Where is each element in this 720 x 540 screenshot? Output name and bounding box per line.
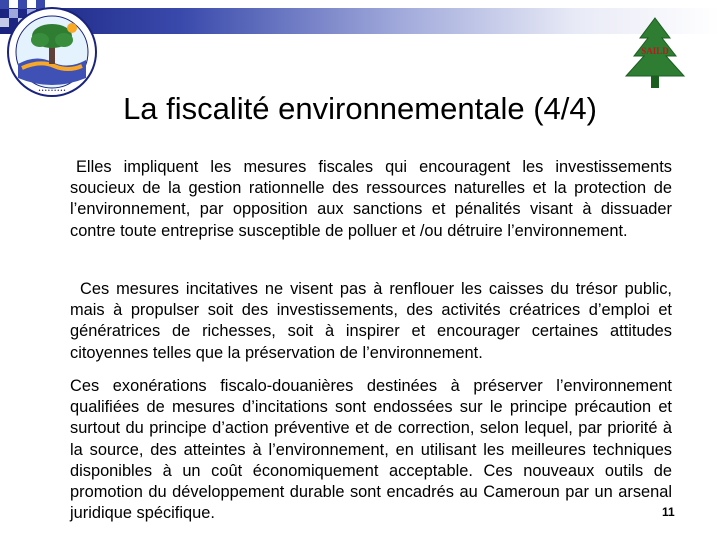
saild-tree-logo-icon [618,16,692,92]
saild-logo-text: SAILD [641,46,669,56]
page-number: 11 [662,505,675,519]
svg-text:• • • • • • • • •: • • • • • • • • • [38,88,66,94]
emblem-logo-icon [6,6,98,98]
slide-title: La fiscalité environnementale (4/4) [123,91,597,126]
paragraph-1: Elles impliquent les mesures fiscales qui encouragent les investissements soucieux de la gestion rationnelle des ressources naturelles et la protection de l’environnement, par opposition aux sanctions et pénalités visant à dissuader contre toute entreprise susceptible de polluer et /ou détruire l’environnement. [70,158,672,240]
header-gradient-bar [0,8,720,34]
paragraph-3: Ces exonérations fiscalo-douanières destinées à préserver l’environnement qualifiées de mesures d’incitations sont endossées sur le principe précaution et surtout du principe d’action préventive et de correction, selon lequel, par priorité à la source, des atteintes à l’environnement, en utilisant les meilleures techniques disponibles à un coût économiquement acceptable. Ces nouveaux outils de promotion du développement durable sont encadrés au Cameroun par un arsenal juridique spécifique. [70,377,672,523]
paragraph-2: Ces mesures incitatives ne visent pas à renflouer les caisses du trésor public, mais à propulser soit des investissements, des activités créatrices d’emploi et génératrices de richesses, soit à inspirer et encourager certaines attitudes citoyennes telles que la préservation de l’environnement. [70,280,672,362]
